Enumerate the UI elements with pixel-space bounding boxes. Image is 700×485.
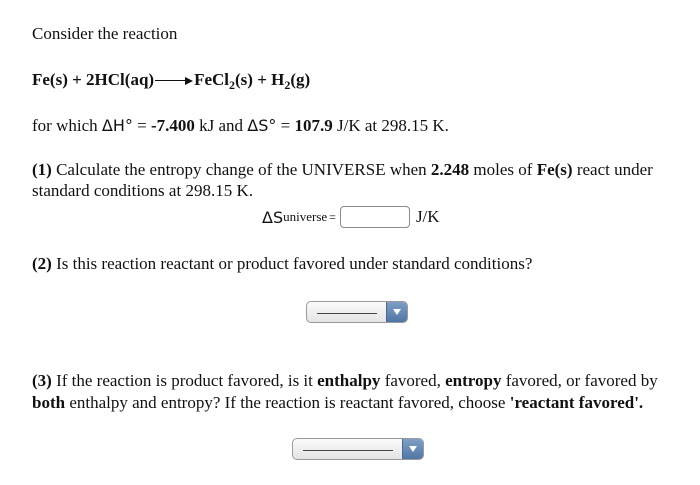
- equation-fecl-subscript: 2: [229, 78, 235, 92]
- question-3-entropy: entropy: [445, 371, 502, 390]
- intro-text: Consider the reaction: [32, 24, 178, 43]
- question-1-text-a: Calculate the entropy change of the UNIVERSE when: [51, 160, 431, 179]
- favored-type-dropdown[interactable]: [292, 438, 424, 460]
- delta-h-value: -7.400: [150, 116, 195, 135]
- answer-delta-s-symbol: ΔS: [262, 207, 284, 227]
- question-3-number: (3): [32, 371, 52, 390]
- question-3-text-c: favored, or favored by: [501, 371, 658, 390]
- question-1-text-b: moles of: [469, 160, 537, 179]
- question-3-both: both: [32, 393, 66, 412]
- equation-h-subscript: 2: [284, 78, 291, 92]
- conditions-suffix: J/K at 298.15 K.: [332, 116, 449, 135]
- answer-equals-sign: =: [329, 209, 336, 224]
- conditions-prefix: for which: [32, 116, 102, 135]
- dropdown-toggle-button[interactable]: [386, 302, 407, 322]
- delta-h-unit: kJ and: [194, 116, 248, 135]
- question-1-text: [32, 160, 653, 180]
- equation-product-state: (s) + H: [235, 70, 285, 89]
- question-3-line-2: [32, 393, 643, 413]
- question-1-moles: 2.248: [430, 160, 470, 179]
- dropdown-selected-value: [317, 313, 377, 314]
- question-1-line-2: standard conditions at 298.15 K.: [32, 181, 253, 200]
- dropdown-toggle-button[interactable]: [402, 439, 423, 459]
- equals-sign: =: [132, 116, 151, 135]
- favored-dropdown[interactable]: [306, 301, 408, 323]
- entropy-answer-row: ΔS universe = J/K: [262, 207, 440, 227]
- question-3-reactant-favored: 'reactant favored'.: [509, 393, 644, 412]
- question-2-prompt: Is this reaction reactant or product favored under standard conditions?: [51, 254, 533, 273]
- equals-sign: =: [276, 116, 295, 135]
- chevron-down-icon: [409, 446, 417, 452]
- question-2-text: [32, 254, 532, 274]
- question-3-text: [32, 371, 658, 391]
- question-1-number: (1): [32, 160, 52, 179]
- question-1-species: Fe(s): [536, 160, 573, 179]
- equation-reactants: Fe(s) + 2HCl(aq): [32, 70, 155, 89]
- equation-h-state: (g): [290, 70, 311, 89]
- question-3-text-d: enthalpy and entropy? If the reaction is reactant favored, choose: [65, 393, 510, 412]
- conditions-text: [32, 116, 449, 136]
- reaction-equation: [32, 70, 310, 90]
- question-2-number: (2): [32, 254, 52, 273]
- equation-product-fecl: FeCl: [194, 70, 229, 89]
- chevron-down-icon: [393, 309, 401, 315]
- question-3-enthalpy: enthalpy: [317, 371, 381, 390]
- answer-unit-label: J/K: [415, 207, 440, 226]
- question-3-text-a: If the reaction is product favored, is it: [51, 371, 318, 390]
- reaction-arrow-icon: [155, 76, 193, 86]
- question-1-text-c: react under: [572, 160, 653, 179]
- entropy-universe-input[interactable]: [340, 206, 410, 228]
- question-3-text-b: favored,: [380, 371, 446, 390]
- delta-s-symbol: ΔS°: [247, 116, 277, 135]
- delta-s-value: 107.9: [294, 116, 333, 135]
- dropdown-selected-value: [303, 450, 393, 451]
- delta-h-symbol: ΔH°: [101, 116, 133, 135]
